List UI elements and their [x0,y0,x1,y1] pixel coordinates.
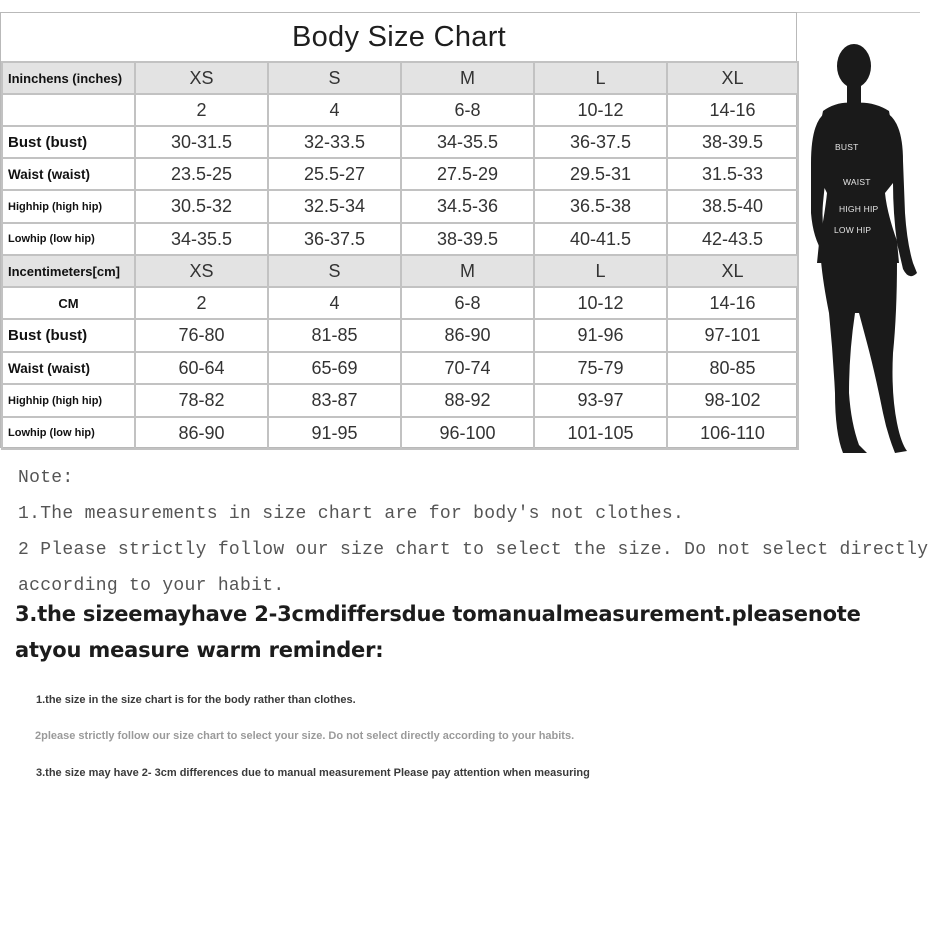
table-cell: XL [667,255,798,287]
row-label: Lowhip (low hip) [2,223,135,255]
table-cell: 29.5-31 [534,158,667,190]
small-note-3: 3.the size may have 2- 3cm differences due to manual measurement Please pay attention when measuring [36,767,590,779]
figure-label-bust: BUST [835,142,859,152]
measurement-row [2,223,798,255]
size-chart [0,12,797,448]
note-line-2a: 2 Please strictly follow our size chart to select the size. Do not select directly [18,540,929,560]
table-cell: 6-8 [401,94,534,126]
size-header-row [2,255,798,287]
row-label: Highhip (high hip) [2,190,135,223]
table-cell: 30.5-32 [135,190,268,223]
size-header-row [2,62,798,94]
table-cell: 70-74 [401,352,534,384]
table-cell: S [268,62,401,94]
table-cell: 38.5-40 [667,190,798,223]
table-cell: 6-8 [401,287,534,319]
table-cell: 81-85 [268,319,401,352]
table-cell: 86-90 [401,319,534,352]
measurement-row [2,417,798,449]
figure-label-low-hip: LOW HIP [834,225,872,235]
row-label [2,94,135,126]
table-cell: 91-96 [534,319,667,352]
table-cell: 36-37.5 [534,126,667,158]
table-cell: 42-43.5 [667,223,798,255]
body-silhouette-panel [797,12,920,452]
table-cell: 36.5-38 [534,190,667,223]
row-label: Ininchens (inches) [2,62,135,94]
table-cell: 91-95 [268,417,401,449]
table-cell: 40-41.5 [534,223,667,255]
measurement-row [2,319,798,352]
table-cell: 101-105 [534,417,667,449]
table-cell: 86-90 [135,417,268,449]
table-cell: 76-80 [135,319,268,352]
note-line-2b: according to your habit. [18,576,285,596]
figure-label-waist: WAIST [843,177,871,187]
table-cell: 34-35.5 [401,126,534,158]
table-cell: 32.5-34 [268,190,401,223]
row-label: CM [2,287,135,319]
measurement-row [2,190,798,223]
row-label: Waist (waist) [2,352,135,384]
table-cell: 27.5-29 [401,158,534,190]
measurement-row [2,126,798,158]
table-cell: 83-87 [268,384,401,417]
table-cell: 96-100 [401,417,534,449]
table-cell: 60-64 [135,352,268,384]
row-label: Lowhip (low hip) [2,417,135,449]
table-cell: 31.5-33 [667,158,798,190]
table-cell: 97-101 [667,319,798,352]
us-size-row [2,287,798,319]
table-cell: 30-31.5 [135,126,268,158]
table-cell: 38-39.5 [667,126,798,158]
table-cell: XL [667,62,798,94]
table-cell: L [534,62,667,94]
table-cell: L [534,255,667,287]
table-cell: XS [135,62,268,94]
table-cell: 65-69 [268,352,401,384]
table-cell: 2 [135,94,268,126]
table-cell: 93-97 [534,384,667,417]
table-cell: 2 [135,287,268,319]
bold-note-line-2: atyou measure warm reminder: [15,638,384,662]
table-cell: XS [135,255,268,287]
row-label: Waist (waist) [2,158,135,190]
row-label: Incentimeters[cm] [2,255,135,287]
table-cell: 4 [268,287,401,319]
figure-label-high-hip: HIGH HIP [839,204,879,214]
table-cell: 106-110 [667,417,798,449]
row-label: Highhip (high hip) [2,384,135,417]
table-cell: 23.5-25 [135,158,268,190]
bold-note-line-1: 3.the sizeemayhave 2-3cmdiffersdue tomanualmeasurement.pleasenote [15,602,861,626]
table-cell: 25.5-27 [268,158,401,190]
table-cell: M [401,62,534,94]
table-cell: 32-33.5 [268,126,401,158]
chart-title: Body Size Chart [291,20,507,53]
row-label: Bust (bust) [2,319,135,352]
size-table [1,61,799,450]
measurement-row [2,352,798,384]
table-cell: 98-102 [667,384,798,417]
row-label: Bust (bust) [2,126,135,158]
measurement-row [2,158,798,190]
small-note-2: 2please strictly follow our size chart to select your size. Do not select directly according to your habits. [35,730,575,742]
table-cell: 38-39.5 [401,223,534,255]
table-cell: M [401,255,534,287]
table-cell: 78-82 [135,384,268,417]
table-cell: 75-79 [534,352,667,384]
table-cell: 34-35.5 [135,223,268,255]
table-cell: 4 [268,94,401,126]
us-size-row [2,94,798,126]
note-heading: Note: [18,468,74,488]
table-cell: 34.5-36 [401,190,534,223]
note-line-1: 1.The measurements in size chart are for body's not clothes. [18,504,685,524]
table-cell: 80-85 [667,352,798,384]
table-cell: 14-16 [667,287,798,319]
measurement-row [2,384,798,417]
table-cell: 36-37.5 [268,223,401,255]
table-cell: 88-92 [401,384,534,417]
table-cell: S [268,255,401,287]
table-cell: 10-12 [534,287,667,319]
table-cell: 14-16 [667,94,798,126]
table-cell: 10-12 [534,94,667,126]
small-note-1: 1.the size in the size chart is for the body rather than clothes. [36,694,356,706]
